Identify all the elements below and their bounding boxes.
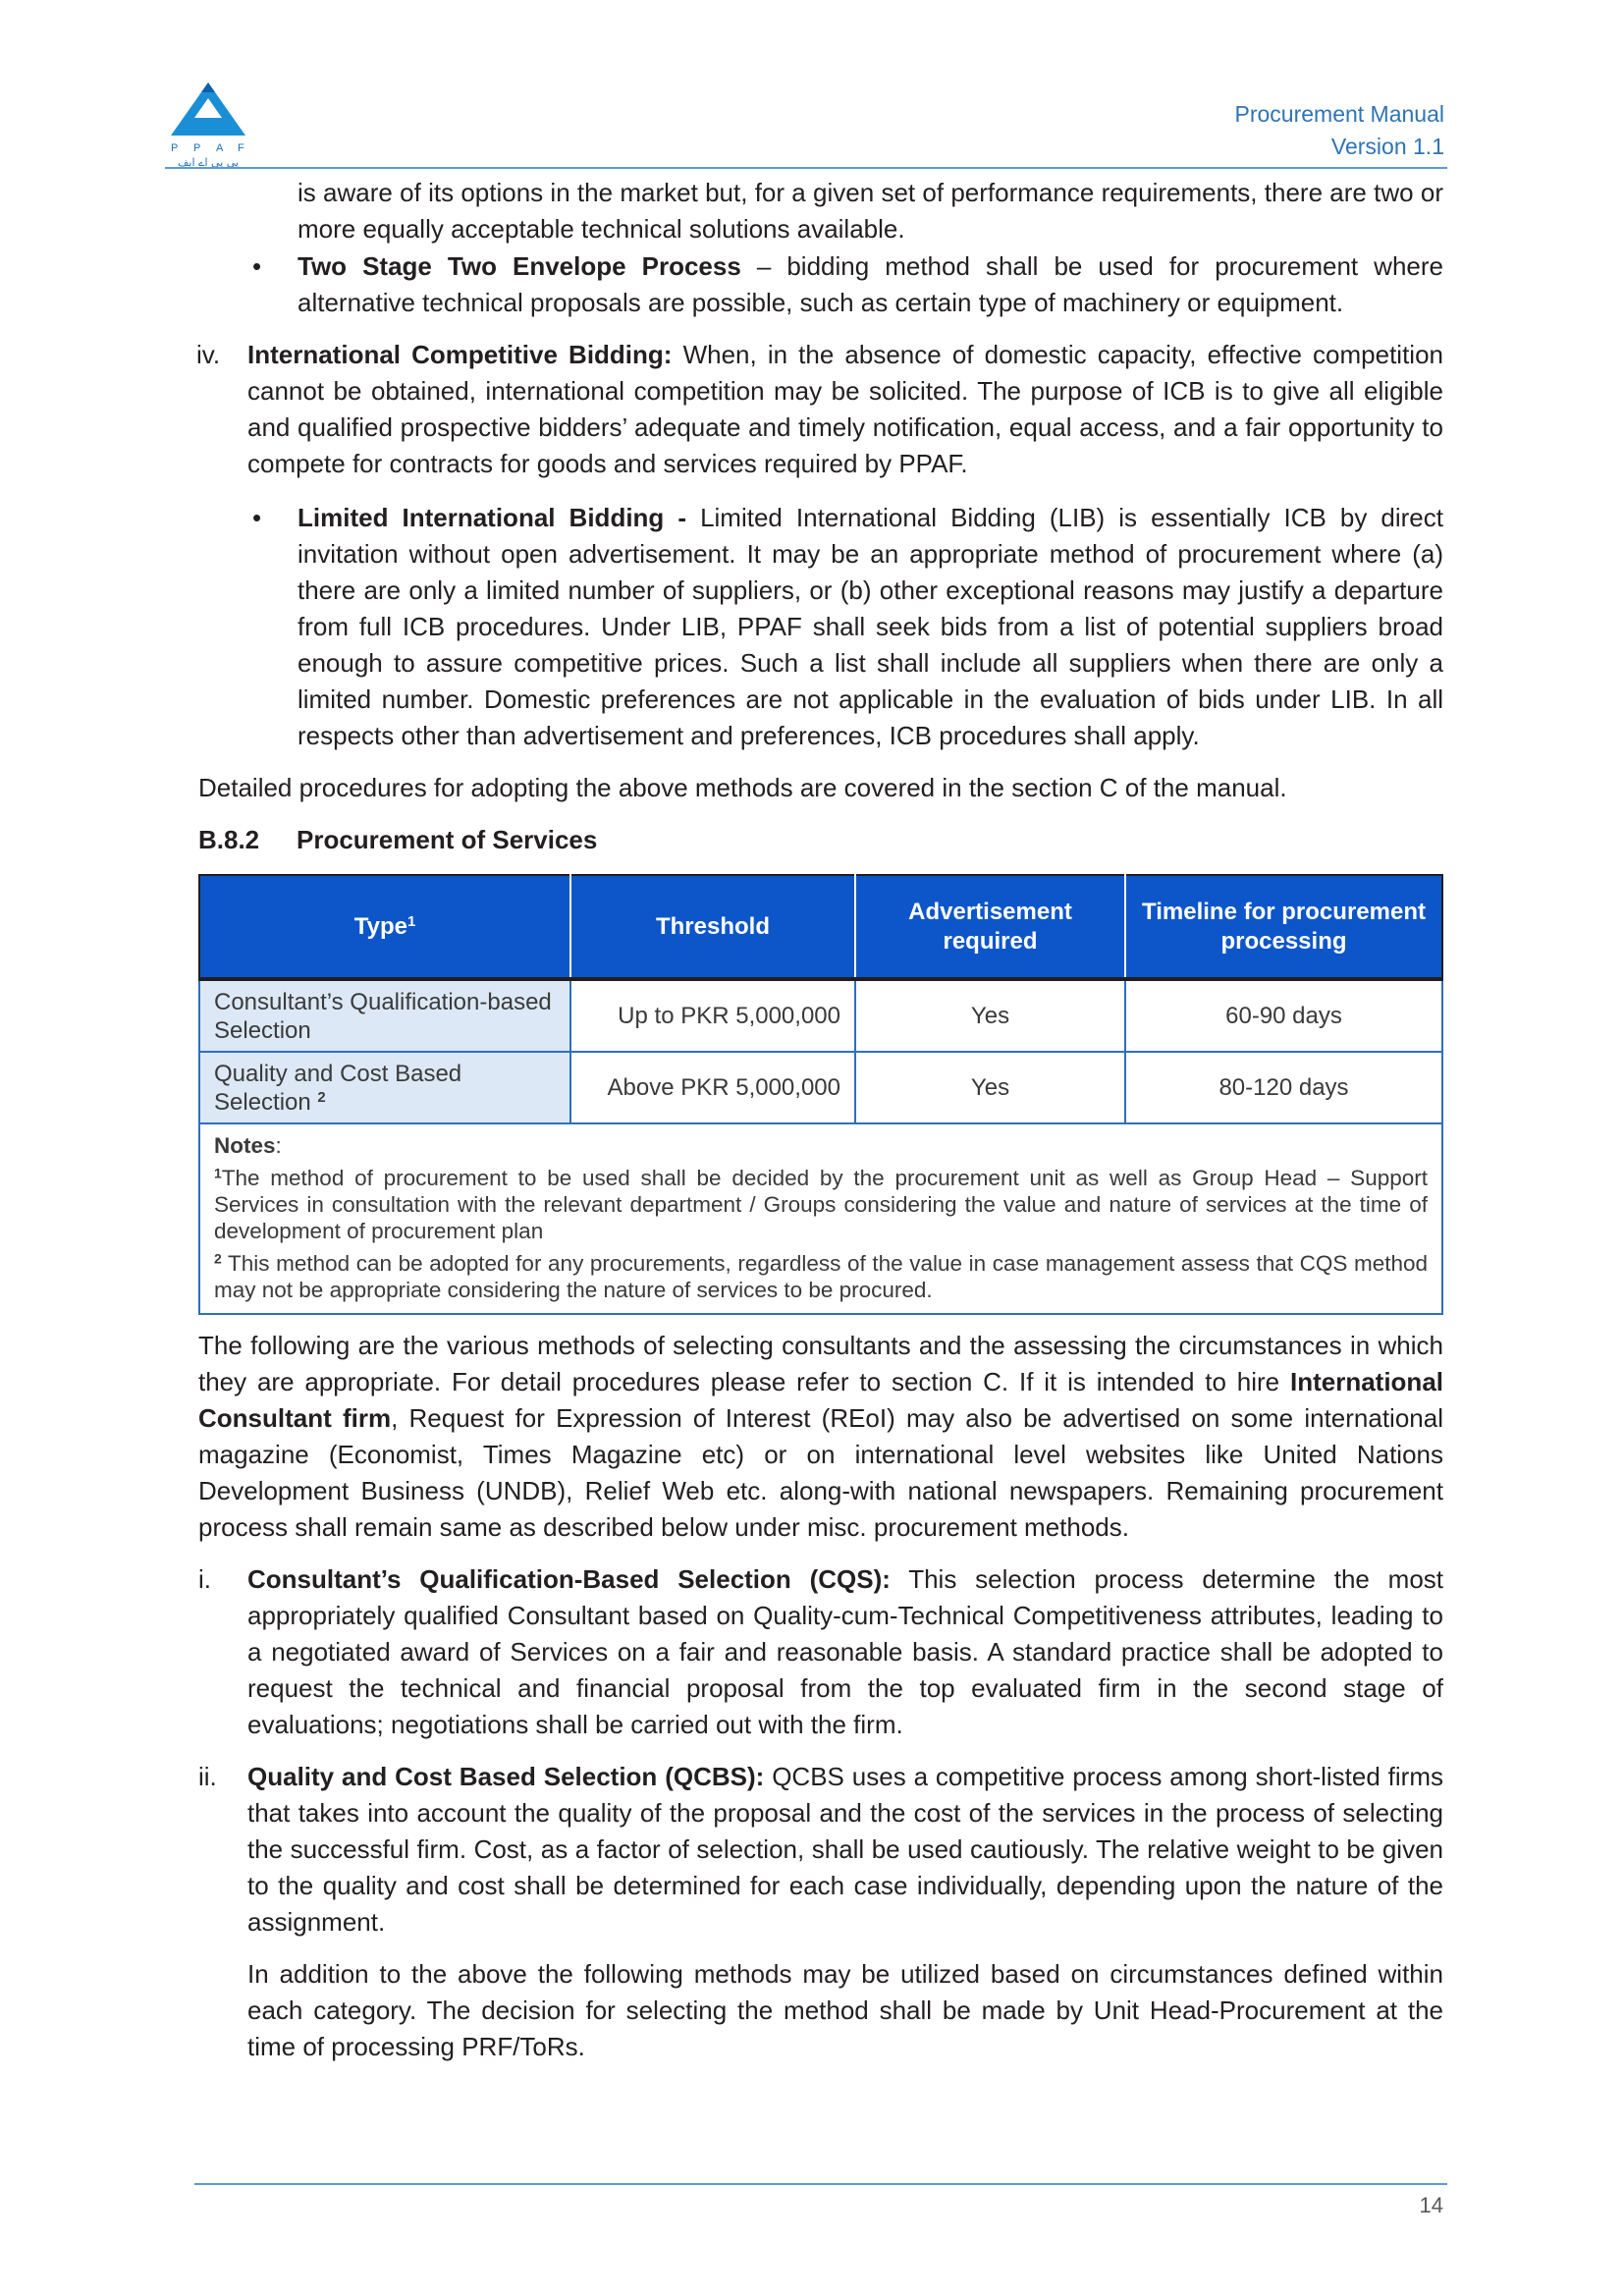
header-type (199, 875, 570, 979)
note-2-mark: 2 (214, 1250, 222, 1267)
logo-letter-3: A (216, 142, 224, 154)
note-1 (214, 1165, 1428, 1244)
table-notes-row (199, 1123, 1442, 1314)
ppaf-logo (167, 81, 249, 169)
item-ii-number: ii. (198, 1762, 217, 1791)
cell-advertisement: Yes (855, 1052, 1125, 1123)
table-notes (199, 1123, 1442, 1314)
cell-timeline: 60-90 days (1125, 979, 1442, 1052)
page-content (198, 175, 1443, 2065)
bullet-dot: • (252, 251, 262, 281)
consultant-methods-paragraph (198, 1328, 1443, 1546)
consultant-methods-bold: International Consultant firm (198, 1367, 1443, 1433)
consultant-methods-text-1: The following are the various methods of selecting consultants and the assessing the circumstances in which they are appropriate. For detail procedures please refer to section C. If it is intended to hire (198, 1331, 1443, 1396)
bullet-two-stage-text: – bidding method shall be used for procurement where alternative technical proposals are possible, such as certain type of machinery or equipment. (298, 251, 1443, 317)
item-i-title: Consultant’s Qualification-Based Selection (CQS): (247, 1564, 891, 1594)
notes-label-line: Notes: (214, 1133, 282, 1158)
note-2 (214, 1250, 1428, 1303)
bullet-dot: • (252, 503, 262, 532)
item-iv-text: When, in the absence of domestic capacity, effective competition cannot be obtained, international competition may be solicited. The purpose of ICB is to give all eligible and qualified prospective bidders’ adequate and timely notification, equal access, and a fair opportunity to compete for contracts for goods and services required by PPAF. (247, 340, 1444, 478)
note-1-mark: 1 (214, 1165, 222, 1181)
logo-letter-2: P (193, 142, 201, 154)
consultant-methods-text-2: , Request for Expression of Interest (REoI) may also be advertised on some international magazine (Economist, Times Magazine etc) or on international level websites like United Nations Development Business (UNDB), Relief Web etc. along-with national newspapers. Remaining procurement process shall remain same as described below under misc. procurement methods. (198, 1403, 1443, 1542)
services-procurement-table (198, 874, 1443, 1315)
document-version: Version 1.1 (1330, 134, 1444, 159)
note-2-text: This method can be adopted for any procurements, regardless of the value in case management assess that CQS method may not be appropriate considering the nature of services to be procured. (214, 1251, 1428, 1302)
bullet-limited-international-bidding (198, 500, 1443, 754)
document-title: Procurement Manual (1234, 101, 1444, 127)
cell-type-text: Consultant’s Qualification-based Selection (214, 988, 552, 1044)
document-header (1235, 98, 1445, 163)
item-ii-qcbs (198, 1759, 1443, 1941)
page-number: 14 (1419, 2193, 1443, 2217)
item-ii-title: Quality and Cost Based Selection (QCBS): (247, 1762, 765, 1791)
logo-letter-1: P (171, 142, 179, 154)
cell-type-footnote-mark: 2 (317, 1089, 326, 1106)
continued-paragraph: is aware of its options in the market but, for a given set of performance requirements, there are two or more equally acceptable technical solutions available. (298, 178, 1443, 244)
table-row (199, 979, 1442, 1052)
header-advertisement: Advertisement required (855, 875, 1125, 979)
cell-threshold: Above PKR 5,000,000 (570, 1052, 855, 1123)
cell-type (199, 1052, 570, 1123)
bullet-lib-title: Limited International Bidding - (298, 503, 687, 532)
item-i-text: This selection process determine the most appropriately qualified Consultant based on Quality-cum-Technical Competitiveness attributes, leading to a negotiated award of Services on a fair and reasonable basis. A standard practice shall be adopted to request the technical and financial proposal from the top evaluated firm in the second stage of evaluations; negotiations shall be carried out with the firm. (247, 1564, 1444, 1739)
item-ii-text: QCBS uses a competitive process among short-listed firms that takes into account the quality of the proposal and the cost of the services in the process of selecting the successful firm. Cost, as a factor of selection, shall be used cautiously. The relative weight to be given to the quality and cost shall be determined for each case individually, depending upon the nature of the assignment. (247, 1762, 1443, 1937)
item-i-number: i. (198, 1564, 211, 1594)
footer-divider (194, 2183, 1447, 2185)
bullet-two-stage-title: Two Stage Two Envelope Process (298, 251, 741, 281)
section-number: B.8.2 (198, 825, 260, 854)
header-type-footnote-mark: 1 (406, 913, 416, 930)
logo-letter-4: F (238, 142, 244, 154)
bullet-two-stage-two-envelope (198, 248, 1443, 321)
bullet-lib-text: Limited International Bidding (LIB) is essentially ICB by direct invitation without open advertisement. It may be an appropriate method of procurement where (a) there are only a limited number of suppliers, or (b) other exceptional reasons may justify a departure from full ICB procedures. Under LIB, PPAF shall seek bids from a list of potential suppliers broad enough to assure competitive prices. Such a list shall include all suppliers when there are only a limited number. Domestic preferences are not applicable in the evaluation of bids under LIB. In all respects other than advertisement and preferences, ICB procedures shall apply. (298, 503, 1443, 750)
section-heading (198, 822, 1443, 858)
table-header-row (199, 875, 1442, 979)
note-1-text: The method of procurement to be used shall be decided by the procurement unit as well as Group Head – Support Services in consultation with the relevant department / Groups considering the value and nature of services at the time of development of procurement plan (214, 1166, 1428, 1243)
cell-type-text: Quality and Cost Based Selection (214, 1060, 462, 1116)
item-iv-icb (198, 337, 1443, 482)
detailed-procedures-paragraph: Detailed procedures for adopting the above methods are covered in the section C of the manual. (198, 773, 1287, 802)
cell-type (199, 979, 570, 1052)
cell-threshold: Up to PKR 5,000,000 (570, 979, 855, 1052)
cell-advertisement: Yes (855, 979, 1125, 1052)
header-timeline: Timeline for procurement processing (1125, 875, 1442, 979)
header-type-label: Type (353, 912, 407, 940)
item-iv-title: International Competitive Bidding: (247, 340, 673, 369)
cell-timeline: 80-120 days (1125, 1052, 1442, 1123)
item-i-cqs (198, 1561, 1443, 1743)
additional-methods-paragraph: In addition to the above the following methods may be utilized based on circumstances defined within each category. The decision for selecting the method shall be made by Unit Head-Procurement at the time of processing PRF/ToRs. (247, 1959, 1443, 2061)
notes-label: Notes (214, 1133, 276, 1158)
header-threshold: Threshold (570, 875, 855, 979)
section-title: Procurement of Services (297, 825, 598, 854)
item-iv-number: iv. (196, 340, 221, 369)
table-row (199, 1052, 1442, 1123)
logo-urdu-text: پی پی اے ایف (178, 156, 239, 169)
header-divider (165, 167, 1447, 169)
